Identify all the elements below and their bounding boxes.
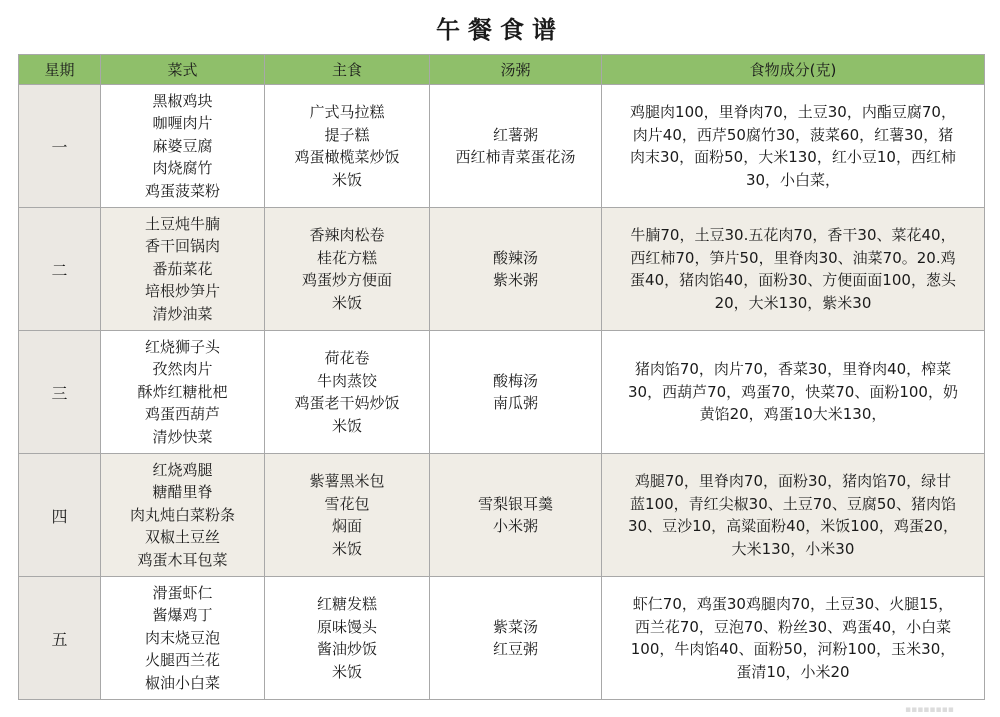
staple-item: 雪花包 <box>324 494 370 513</box>
staple-item: 鸡蛋老干妈炒饭 <box>294 394 400 412</box>
staples-cell <box>265 331 430 454</box>
dish-item: 鸡蛋西葫芦 <box>144 405 220 424</box>
dish-item: 肉烧腐竹 <box>152 159 213 178</box>
ingredient-line: 西兰花70，豆泡70、粉丝30、鸡蛋40，小白菜 <box>634 617 952 636</box>
soups-cell <box>430 577 602 700</box>
staple-item: 酱油炒饭 <box>316 640 377 658</box>
soup-item: 酸辣汤 <box>492 248 538 267</box>
staple-item: 紫薯黑米包 <box>309 472 385 490</box>
staple-item: 原味馒头 <box>316 617 377 636</box>
dish-item: 糖醋里脊 <box>152 483 213 502</box>
table-row <box>19 331 985 454</box>
staples-cell <box>265 208 430 331</box>
soup-item: 红薯粥 <box>492 125 538 144</box>
dish-item: 黑椒鸡块 <box>152 91 213 110</box>
dishes-cell <box>101 85 265 208</box>
dish-item: 红烧鸡腿 <box>152 460 213 479</box>
dish-item: 麻婆豆腐 <box>152 136 213 155</box>
ingredients-cell <box>602 454 985 577</box>
staples-cell <box>265 85 430 208</box>
soup-item: 南瓜粥 <box>492 394 538 412</box>
lunch-menu-table <box>18 54 985 700</box>
ingredients-cell <box>602 331 985 454</box>
ingredient-line: 100，牛肉馅40、面粉50，河粉100，玉米30， <box>630 640 956 658</box>
staple-item: 香辣肉松卷 <box>309 226 385 244</box>
dish-item: 清炒快菜 <box>152 427 213 446</box>
staple-item: 米饭 <box>331 416 362 435</box>
header-day: 星期 <box>19 55 101 85</box>
staple-item: 荷花卷 <box>324 349 370 367</box>
dish-item: 肉丸炖白菜粉条 <box>129 505 235 524</box>
ingredient-line: 蛋40，猪肉馅40，面粉30、方便面面100，葱头 <box>630 271 956 289</box>
staples-cell <box>265 454 430 577</box>
staple-item: 提子糕 <box>324 125 370 144</box>
soup-item: 紫菜汤 <box>492 617 538 636</box>
ingredient-line: 西红柿70，笋片50，里脊肉30、油菜70。20.鸡 <box>630 248 956 267</box>
header-row <box>19 55 985 85</box>
table-row <box>19 85 985 208</box>
staple-item: 广式马拉糕 <box>309 103 385 121</box>
page-title: 午餐食谱 <box>436 15 564 44</box>
dish-item: 酱爆鸡丁 <box>152 606 213 625</box>
header-staple: 主食 <box>265 55 430 85</box>
dish-item: 咖喱肉片 <box>152 114 213 133</box>
soup-item: 酸梅汤 <box>492 371 538 390</box>
table-row <box>19 454 985 577</box>
watermark-mark: ▪▪▪▪▪▪▪▪ <box>905 705 954 715</box>
day-cell: 二 <box>19 208 101 331</box>
dish-item: 双椒土豆丝 <box>144 528 220 547</box>
staple-item: 鸡蛋炒方便面 <box>301 271 392 289</box>
soups-cell <box>430 331 602 454</box>
soup-item: 红豆粥 <box>492 640 538 658</box>
dishes-cell <box>101 454 265 577</box>
dishes-cell <box>101 331 265 454</box>
ingredient-line: 肉末30，面粉50，大米130，红小豆10，西红柿 <box>630 148 956 166</box>
dishes-cell <box>101 577 265 700</box>
soup-item: 紫米粥 <box>492 271 538 289</box>
ingredient-line: 20，大米130，紫米30 <box>714 293 872 312</box>
staple-item: 焖面 <box>331 517 362 535</box>
ingredients-cell <box>602 577 985 700</box>
ingredient-line: 大米130，小米30 <box>731 539 855 558</box>
staple-item: 米饭 <box>331 170 362 189</box>
staple-item: 米饭 <box>331 662 362 681</box>
ingredient-line: 猪肉馅70，肉片70，香菜30，里脊肉40，榨菜 <box>634 360 952 379</box>
ingredient-line: 30，小白菜， <box>745 170 841 189</box>
ingredient-line: 鸡腿肉100，里脊肉70，土豆30，内酯豆腐70， <box>630 103 956 121</box>
dish-item: 滑蛋虾仁 <box>152 583 213 602</box>
table-row <box>19 577 985 700</box>
ingredient-line: 30、豆沙10，高粱面粉40，米饭100，鸡蛋20， <box>628 517 958 535</box>
dishes-cell <box>101 208 265 331</box>
staple-item: 牛肉蒸饺 <box>316 371 377 390</box>
dish-item: 孜然肉片 <box>152 360 213 379</box>
soup-item: 西红柿青菜蛋花汤 <box>455 148 576 166</box>
soups-cell <box>430 85 602 208</box>
staple-item: 鸡蛋橄榄菜炒饭 <box>294 148 400 166</box>
ingredient-line: 黄馅20，鸡蛋10大米130， <box>699 405 887 424</box>
dish-item: 鸡蛋菠菜粉 <box>144 181 220 200</box>
dish-item: 香干回锅肉 <box>144 237 220 256</box>
dish-item: 红烧狮子头 <box>144 337 220 356</box>
dish-item: 培根炒笋片 <box>144 282 220 301</box>
dish-item: 土豆炖牛腩 <box>144 214 220 233</box>
dish-item: 清炒油菜 <box>152 304 213 323</box>
ingredient-line: 30，西葫芦70，鸡蛋70，快菜70、面粉100，奶 <box>628 382 958 401</box>
staple-item: 米饭 <box>331 293 362 312</box>
header-dishes: 菜式 <box>101 55 265 85</box>
staple-item: 桂花方糕 <box>316 248 377 267</box>
ingredient-line: 肉片40，西芹50腐竹30，菠菜60，红薯30，猪 <box>632 125 954 144</box>
ingredients-cell <box>602 208 985 331</box>
table-row <box>19 208 985 331</box>
dish-item: 火腿西兰花 <box>144 651 220 670</box>
dish-item: 肉末烧豆泡 <box>144 628 220 647</box>
header-ingredients: 食物成分(克) <box>602 55 985 85</box>
day-cell: 三 <box>19 331 101 454</box>
staple-item: 红糖发糕 <box>316 595 377 613</box>
header-soup: 汤粥 <box>430 55 602 85</box>
day-cell: 一 <box>19 85 101 208</box>
soup-item: 小米粥 <box>492 517 538 535</box>
ingredient-line: 虾仁70，鸡蛋30鸡腿肉70，土豆30、火腿15， <box>632 595 954 613</box>
staples-cell <box>265 577 430 700</box>
dish-item: 鸡蛋木耳包菜 <box>137 550 228 569</box>
ingredient-line: 鸡腿70，里脊肉70，面粉30，猪肉馅70，绿甘 <box>634 472 952 490</box>
soup-item: 雪梨银耳羹 <box>477 494 553 513</box>
ingredients-cell <box>602 85 985 208</box>
dish-item: 椒油小白菜 <box>144 673 220 692</box>
dish-item: 酥炸红糖枇杷 <box>137 382 228 401</box>
day-cell: 四 <box>19 454 101 577</box>
day-cell: 五 <box>19 577 101 700</box>
ingredient-line: 蓝100，青红尖椒30、土豆70、豆腐50、猪肉馅 <box>630 494 956 513</box>
dish-item: 番茄菜花 <box>152 259 213 278</box>
soups-cell <box>430 208 602 331</box>
ingredient-line: 蛋清10，小米20 <box>736 662 850 681</box>
soups-cell <box>430 454 602 577</box>
staple-item: 米饭 <box>331 539 362 558</box>
ingredient-line: 牛腩70，土豆30.五花肉70，香干30、菜花40， <box>630 226 956 244</box>
